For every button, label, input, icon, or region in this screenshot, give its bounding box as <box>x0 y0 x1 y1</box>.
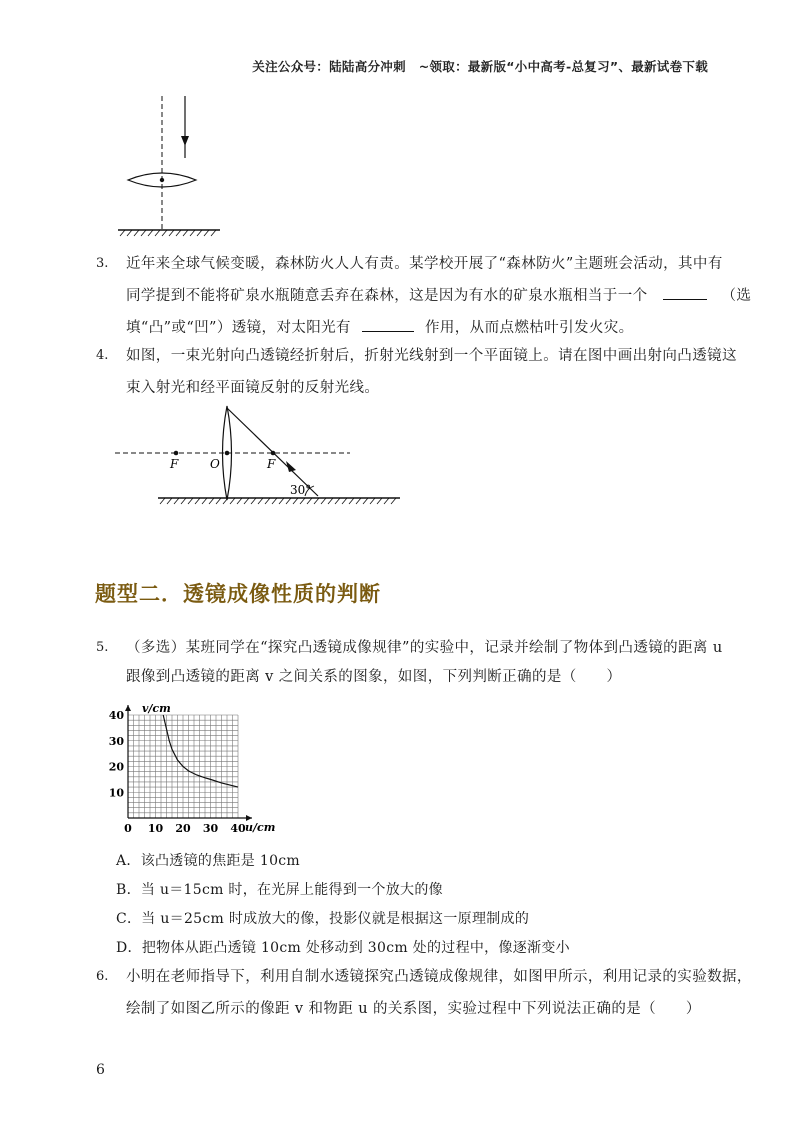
q5-option-b[interactable]: B．当 u＝15cm 时，在光屏上能得到一个放大的像 <box>116 882 443 898</box>
q4-line1: 如图，一束光射向凸透镜经折射后，折射光线射到一个平面镜上。请在图中画出射向凸透镜这 <box>126 348 737 364</box>
q4-number: 4. <box>96 348 109 363</box>
q3-line2-tail: （选 <box>721 288 752 304</box>
lens-figure-top <box>110 96 230 241</box>
label-o: O <box>210 457 220 471</box>
q3-line3-tail: 作用，从而点燃枯叶引发火灾。 <box>424 320 634 336</box>
focal-point-right <box>271 451 276 456</box>
q3-line2-text: 同学提到不能将矿泉水瓶随意丢弃在森林，这是因为有水的矿泉水瓶相当于一个 <box>126 288 648 304</box>
q3-blank-2[interactable] <box>362 317 414 332</box>
label-f-left: F <box>170 457 179 471</box>
label-f-right: F <box>267 457 276 471</box>
q3-line3 <box>126 316 634 337</box>
mirror-hatch <box>160 498 396 504</box>
q5-option-d[interactable]: D．把物体从距凸透镜 10cm 处移动到 30cm 处的过程中，像逐渐变小 <box>116 940 570 956</box>
q6-line1: 小明在老师指导下，利用自制水透镜探究凸透镜成像规律，如图甲所示，利用记录的实验数据， <box>126 969 752 985</box>
y-axis-arrow <box>125 705 131 711</box>
y-axis-label: v/cm <box>142 702 171 715</box>
y-tick-label: 30 <box>108 734 124 748</box>
q5-number: 5. <box>96 640 109 655</box>
q3-line2 <box>126 284 751 305</box>
header-banner: 关注公众号：陆陆高分冲刺 ~领取：最新版“小中高考-总复习”、最新试卷下载 <box>252 59 708 74</box>
q5-option-c[interactable]: C．当 u＝25cm 时成放大的像，投影仪就是根据这一原理制成的 <box>116 911 530 927</box>
q4-figure <box>110 400 410 510</box>
q6-line2: 绘制了如图乙所示的像距 v 和物距 u 的关系图，实验过程中下列说法正确的是（ ） <box>126 1001 701 1017</box>
x-tick-label: 0 <box>124 822 132 835</box>
q3-blank-1[interactable] <box>663 285 707 300</box>
ray-arrow <box>181 136 189 146</box>
ray-arrow <box>286 461 296 472</box>
q3-line3-text: 填“凸”或“凹”）透镜，对太阳光有 <box>126 320 351 336</box>
ground-hatch <box>120 230 216 236</box>
angle-label: 30° <box>290 483 312 497</box>
y-tick-label: 10 <box>108 786 124 800</box>
x-tick-label: 20 <box>175 822 191 835</box>
page-number: 6 <box>96 1062 105 1078</box>
optical-center <box>225 451 230 456</box>
q5-line2: 跟像到凸透镜的距离 v 之间关系的图象，如图，下列判断正确的是（ ） <box>126 669 622 685</box>
q3-number: 3. <box>96 256 109 271</box>
v-u-chart <box>108 700 288 845</box>
x-tick-label: 40 <box>230 822 246 835</box>
q4-line2: 束入射光和经平面镜反射的反射光线。 <box>126 380 380 396</box>
focal-point-left <box>174 451 179 456</box>
x-tick-label: 30 <box>202 822 219 835</box>
q6-number: 6. <box>96 969 109 984</box>
q3-line1: 近年来全球气候变暖，森林防火人人有责。某学校开展了“森林防火”主题班会活动，其中有 <box>126 256 723 272</box>
y-tick-label: 20 <box>108 760 124 774</box>
x-axis-label: u/cm <box>245 821 276 834</box>
x-tick-label: 10 <box>147 822 164 835</box>
q5-line1: （多选）某班同学在“探究凸透镜成像规律”的实验中，记录并绘制了物体到凸透镜的距离 u <box>126 640 723 656</box>
q5-option-a[interactable]: A．该凸透镜的焦距是 10cm <box>116 853 300 869</box>
optical-center <box>160 178 164 182</box>
section-title: 题型二．透镜成像性质的判断 <box>95 582 381 606</box>
y-tick-label: 40 <box>108 709 124 722</box>
